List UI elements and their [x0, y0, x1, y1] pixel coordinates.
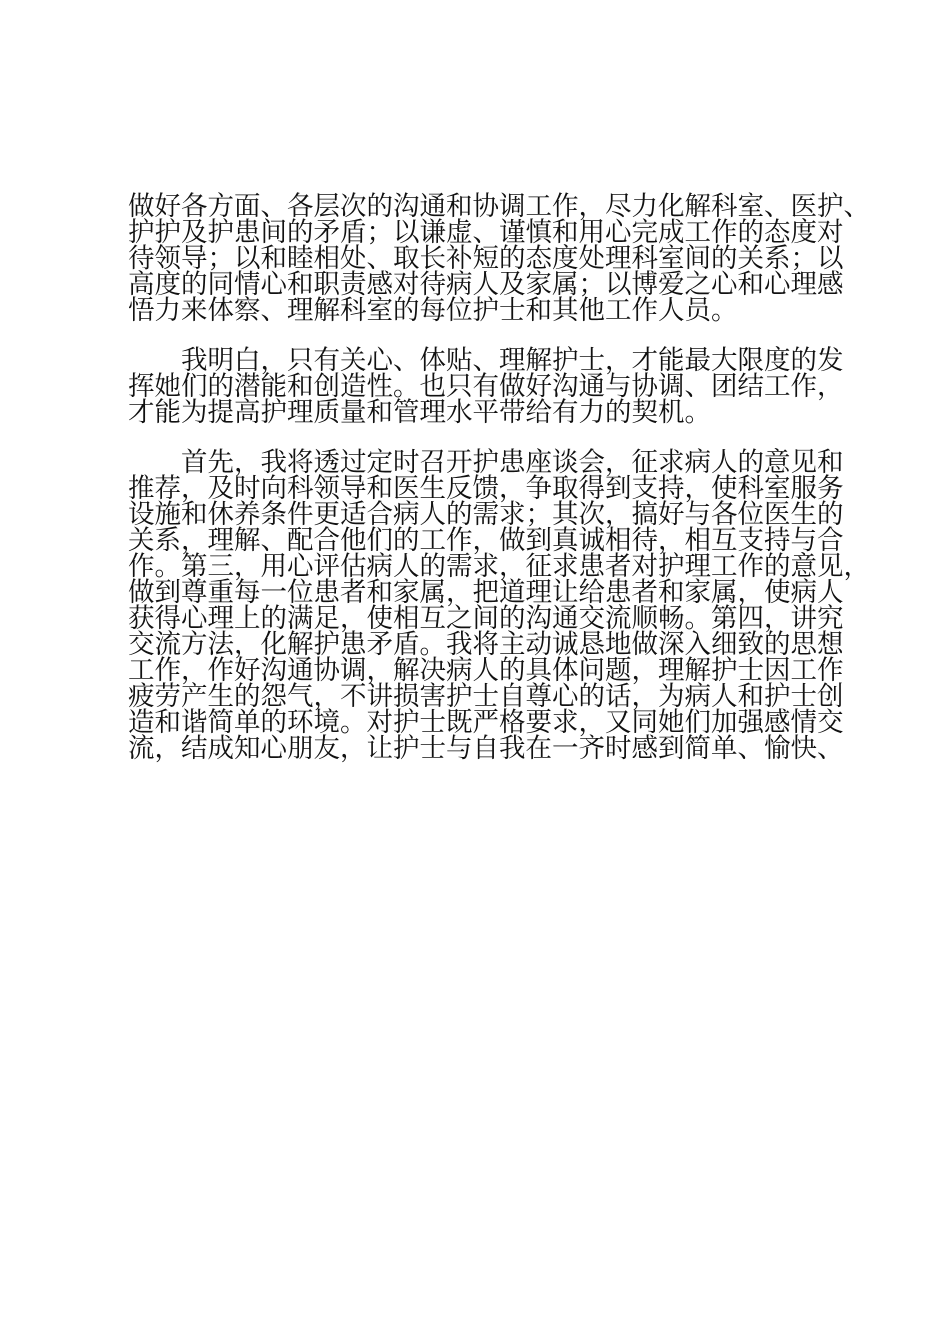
text-line: 我明白，只有关心、体贴、理解护士，才能最大限度的发: [128, 345, 844, 376]
paragraph-2: [128, 336, 848, 438]
text-line: 做到尊重每一位患者和家属，把道理让给患者和家属，使病人: [128, 577, 844, 608]
text-line: 待领导；以和睦相处、取长补短的态度处理科室间的关系；以: [128, 243, 844, 274]
text-line: 挥她们的潜能和创造性。也只有做好沟通与协调、团结工作，: [128, 371, 844, 402]
text-line: 推荐，及时向科领导和医生反馈，争取得到支持，使科室服务: [128, 473, 844, 504]
text-line: 做好各方面、各层次的沟通和协调工作，尽力化解科室、医护、: [128, 191, 870, 222]
text-line: 获得心理上的满足，使相互之间的沟通交流顺畅。第四，讲究: [128, 603, 844, 634]
text-line: 工作，作好沟通协调，解决病人的具体问题，理解护士因工作: [128, 655, 844, 686]
paragraph-3: [128, 438, 870, 774]
document-body: [128, 182, 870, 774]
text-line: 作。第三，用心评估病人的需求，征求患者对护理工作的意见，: [128, 551, 870, 582]
text-line: 交流方法，化解护患矛盾。我将主动诚恳地做深入细致的思想: [128, 629, 844, 660]
text-line: 才能为提高护理质量和管理水平带给有力的契机。: [128, 397, 711, 428]
text-line: 首先，我将透过定时召开护患座谈会，征求病人的意见和: [128, 447, 844, 478]
text-line: 造和谐简单的环境。对护士既严格要求，又同她们加强感情交: [128, 707, 844, 738]
text-line: 设施和休养条件更适合病人的需求；其次，搞好与各位医生的: [128, 499, 844, 530]
text-line: 关系，理解、配合他们的工作，做到真诚相待，相互支持与合: [128, 525, 844, 556]
text-line: 流，结成知心朋友，让护士与自我在一齐时感到简单、愉快、: [128, 733, 844, 764]
text-line: 护护及护患间的矛盾；以谦虚、谨慎和用心完成工作的态度对: [128, 217, 844, 248]
text-line: 悟力来体察、理解科室的每位护士和其他工作人员。: [128, 295, 738, 326]
text-line: 高度的同情心和职责感对待病人及家属；以博爱之心和心理感: [128, 269, 844, 300]
text-line: 疲劳产生的怨气，不讲损害护士自尊心的话，为病人和护士创: [128, 681, 844, 712]
paragraph-1: [128, 182, 870, 336]
